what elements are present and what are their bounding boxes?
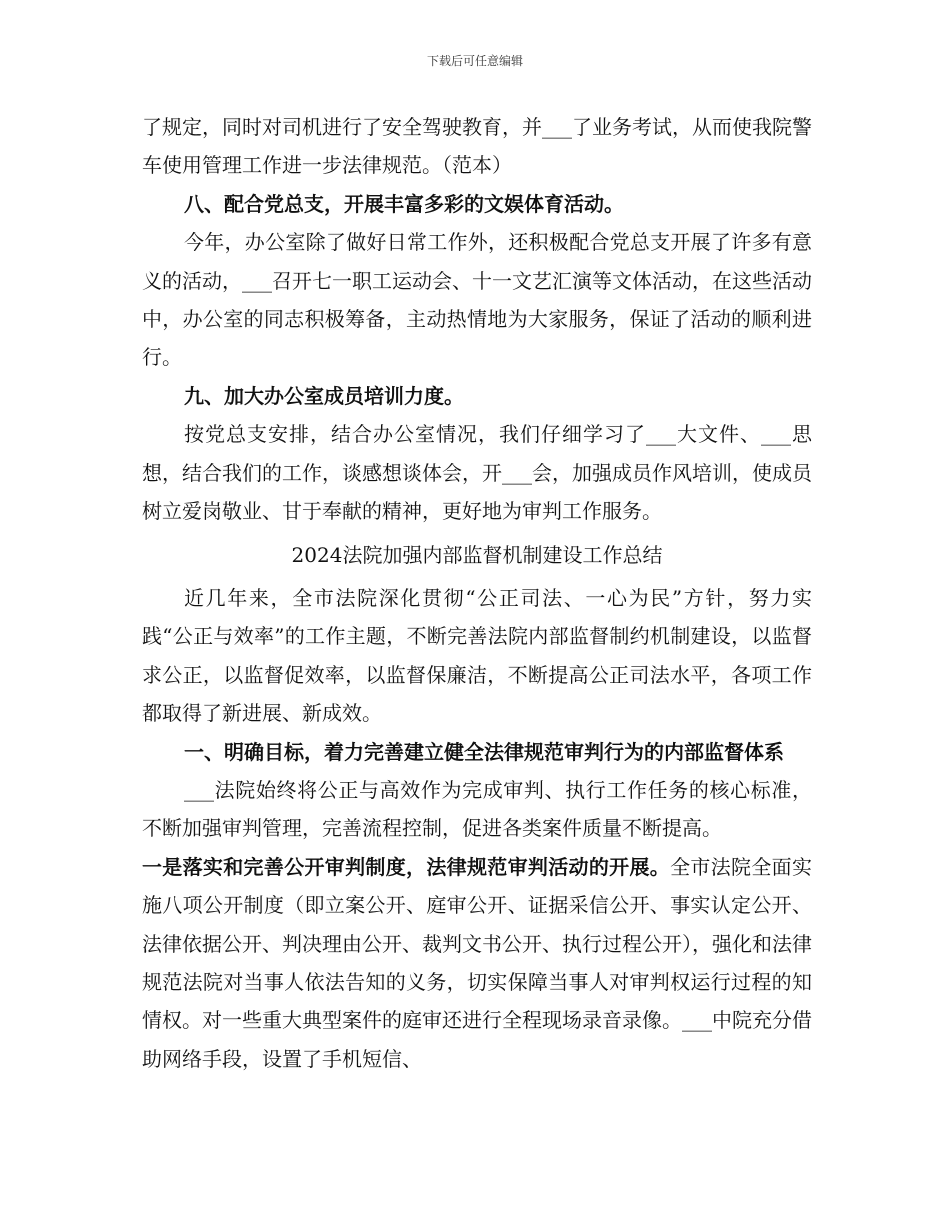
paragraph-eight: 今年，办公室除了做好日常工作外，还积极配合党总支开展了许多有意义的活动，___召开七一职工运动会、十一文艺汇演等文体活动，在这些活动中，办公室的同志积极筹备，主动热情地为大家服务，保证了活动的顺利进行。 [142,230,812,370]
paragraph-one: ___法院始终将公正与高效作为完成审判、执行工作任务的核心标准，不断加强审判管理，完善流程控制，促进各类案件质量不断提高。 [142,777,812,841]
section-title: 2024法院加强内部监督机制建设工作总结 [291,543,663,568]
paragraph-nine: 按党总支安排，结合办公室情况，我们仔细学习了___大文件、___思想，结合我们的工作，谈感想谈体会，开___会，加强成员作风培训，使成员树立爱岗敬业、甘于奉献的精神，更好地为审判工作服务。 [142,422,812,524]
point-one-heading: 一是落实和完善公开审判制度，法律规范审判活动的开展。 [142,854,671,879]
heading-nine: 九、加大办公室成员培训力度。 [184,383,464,408]
paragraph-continuation: 了规定，同时对司机进行了安全驾驶教育，并___了业务考试，从而使我院警车使用管理工作进一步法律规范。（范本） [142,115,812,178]
page-header: 下载后可任意编辑 [426,54,523,68]
point-one-paragraph [142,848,812,1078]
point-one-text: 全市法院全面实施八项公开制度（即立案公开、庭审公开、证据采信公开、事实认定公开、法律依据公开、判决理由公开、裁判文书公开、执行过程公开），强化和法律规范法院对当事人依法告知的义务，切实保障当事人对审判权运行过程的知情权。对一些重大典型案件的庭审还进行全程现场录音录像。___中院充分借助网络手段，设置了手机短信、 [142,854,812,1071]
intro-paragraph: 近几年来，全市法院深化贯彻“公正司法、一心为民”方针，努力实践“公正与效率”的工作主题，不断完善法院内部监督制约机制建设，以监督求公正，以监督促效率，以监督保廉洁，不断提高公正司法水平，各项工作都取得了新进展、新成效。 [142,585,812,726]
heading-eight: 八、配合党总支，开展丰富多彩的文娱体育活动。 [184,191,624,216]
document-body [142,108,812,1078]
heading-one: 一、明确目标，着力完善建立健全法律规范审判行为的内部监督体系 [184,739,784,764]
